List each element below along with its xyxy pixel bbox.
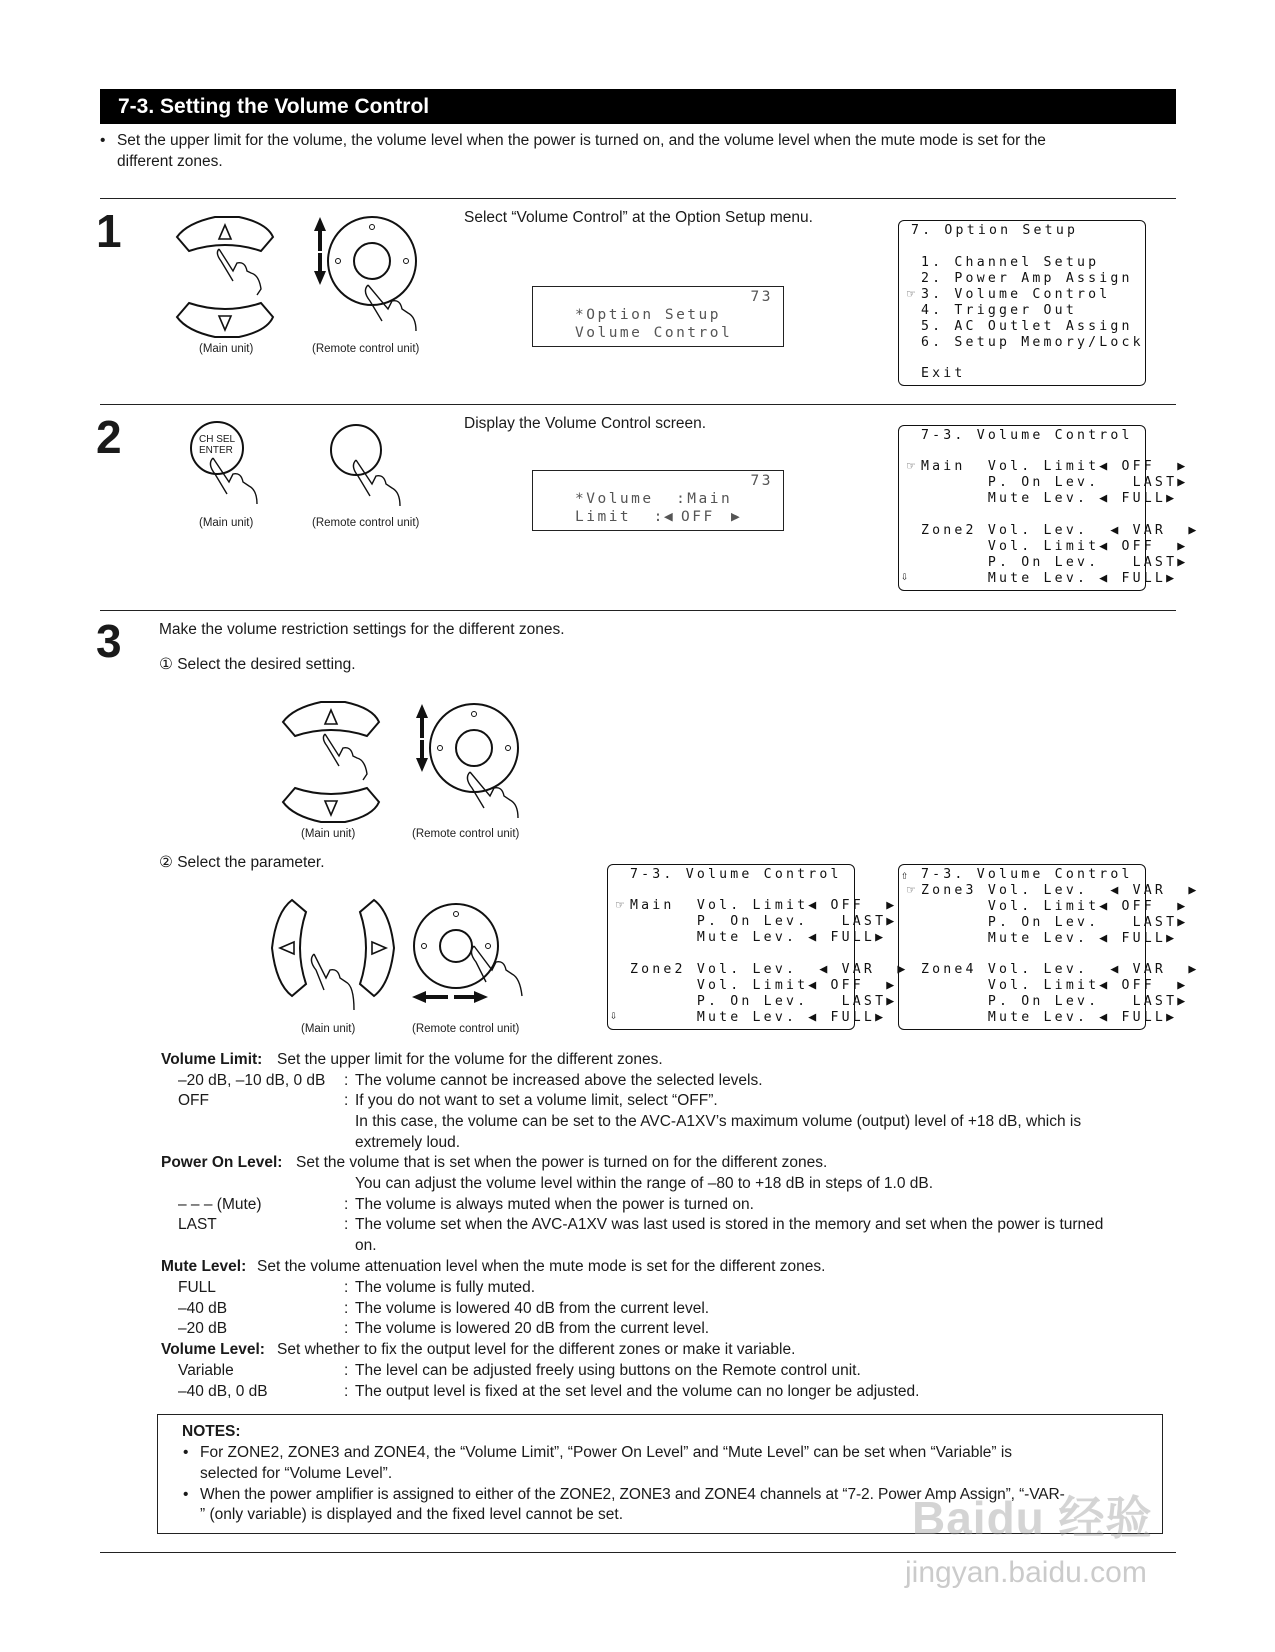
colon: : — [344, 1362, 349, 1379]
term-mute-level: Mute Level: — [161, 1258, 247, 1275]
step-3-number: 3 — [96, 615, 121, 667]
divider — [100, 404, 1176, 405]
right-arrow-icon: ▶ — [731, 509, 740, 525]
front-display-step-2 — [532, 470, 784, 531]
caption-main-unit: (Main unit) — [301, 1023, 356, 1035]
caption-main-unit: (Main unit) — [301, 828, 356, 840]
osd-volume-control-main-zone2 — [607, 864, 909, 1030]
desc-volume-level: Set whether to fix the output level for the different zones or make it variable. — [277, 1341, 796, 1358]
intro-line-2: different zones. — [117, 153, 223, 170]
scroll-down-icon: ⇩ — [610, 1008, 618, 1022]
intro-line-1: Set the upper limit for the volume, the volume level when the power is turned on, and the volume level when the mute mode is set for the — [117, 132, 1046, 149]
term-volume-limit: Volume Limit: — [161, 1051, 263, 1068]
step-2-number: 2 — [96, 411, 121, 463]
divider — [100, 610, 1176, 611]
option: –40 dB — [178, 1300, 228, 1317]
option-desc: The level can be adjusted freely using buttons on the Remote control unit. — [355, 1362, 861, 1379]
osd-row[interactable]: Main Vol. Limit◀ OFF ▶ — [630, 898, 898, 913]
term-power-on-level: Power On Level: — [161, 1154, 283, 1171]
desc-power-on-level-cont: You can adjust the volume level within the range of –80 to +18 dB in steps of 1.0 dB. — [355, 1175, 934, 1192]
desc-volume-limit: Set the upper limit for the volume for the different zones. — [277, 1051, 663, 1068]
colon: : — [344, 1279, 349, 1296]
osd-title: 7-3. Volume Control — [630, 867, 842, 882]
button-label-ch-sel: CH SEL — [199, 434, 236, 445]
osd-row[interactable]: Mute Lev. ◀ FULL▶ — [921, 571, 1178, 586]
osd-row[interactable]: Zone2 Vol. Lev. ◀ VAR ▶ — [921, 523, 1200, 538]
colon: : — [344, 1072, 349, 1089]
bullet: • — [183, 1486, 189, 1503]
osd-title: 7-3. Volume Control — [921, 867, 1133, 882]
osd-option-setup — [898, 220, 1146, 386]
osd-row[interactable]: Zone4 Vol. Lev. ◀ VAR ▶ — [921, 962, 1200, 977]
osd-exit[interactable]: Exit — [921, 366, 966, 381]
option-desc: The volume is lowered 20 dB from the current level. — [355, 1320, 710, 1337]
osd-row[interactable]: Main Vol. Limit◀ OFF ▶ — [921, 459, 1189, 474]
note-1-line-2: selected for “Volume Level”. — [200, 1465, 393, 1482]
option: Variable — [178, 1362, 234, 1379]
section-title: 7-3. Setting the Volume Control — [100, 89, 1176, 124]
osd-row[interactable]: Zone2 Vol. Lev. ◀ VAR ▶ — [630, 962, 909, 977]
display-line-2: Limit : — [575, 509, 665, 525]
osd-row[interactable]: Mute Lev. ◀ FULL▶ — [921, 1010, 1178, 1025]
option-desc-cont: extremely loud. — [355, 1134, 461, 1151]
main-unit-up-down-buttons — [281, 700, 391, 825]
remote-jog-dial-horizontal — [412, 898, 537, 1008]
colon: : — [344, 1320, 349, 1337]
osd-row[interactable]: P. On Lev. LAST▶ — [921, 555, 1189, 570]
display-corner: 73 — [750, 289, 773, 305]
step-1-instruction: Select “Volume Control” at the Option Setup menu. — [464, 209, 813, 226]
option: – – – (Mute) — [178, 1196, 262, 1213]
caption-remote-unit: (Remote control unit) — [412, 1023, 520, 1035]
watermark-url: jingyan.baidu.com — [905, 1556, 1147, 1589]
notes-heading: NOTES: — [182, 1423, 241, 1440]
osd-row[interactable]: Vol. Limit◀ OFF ▶ — [921, 539, 1189, 554]
caption-remote-unit: (Remote control unit) — [312, 343, 420, 355]
osd-row[interactable]: Zone3 Vol. Lev. ◀ VAR ▶ — [921, 883, 1200, 898]
osd-menu-item-selected[interactable]: 3. Volume Control — [921, 287, 1111, 302]
desc-mute-level: Set the volume attenuation level when the mute mode is set for the different zones. — [257, 1258, 826, 1275]
display-value: OFF — [681, 509, 715, 525]
osd-row[interactable]: Mute Lev. ◀ FULL▶ — [630, 930, 887, 945]
pointer-icon: ☞ — [907, 287, 915, 302]
step-2-instruction: Display the Volume Control screen. — [464, 415, 707, 432]
osd-row[interactable]: P. On Lev. LAST▶ — [630, 994, 898, 1009]
option: OFF — [178, 1092, 209, 1109]
term-volume-level: Volume Level: — [161, 1341, 265, 1358]
osd-row[interactable]: Mute Lev. ◀ FULL▶ — [921, 931, 1178, 946]
main-unit-up-down-buttons — [175, 215, 285, 340]
colon: : — [344, 1092, 349, 1109]
osd-row[interactable]: Vol. Limit◀ OFF ▶ — [921, 978, 1189, 993]
remote-enter-button — [328, 424, 418, 514]
osd-row[interactable]: Mute Lev. ◀ FULL▶ — [630, 1010, 887, 1025]
colon: : — [344, 1196, 349, 1213]
front-display-step-1 — [532, 286, 784, 347]
display-line-1: *Option Setup — [575, 307, 721, 323]
colon: : — [344, 1216, 349, 1233]
option-desc: The volume cannot be increased above the selected levels. — [355, 1072, 763, 1089]
caption-remote-unit: (Remote control unit) — [412, 828, 520, 840]
intro-bullet: • — [100, 132, 106, 149]
caption-remote-unit: (Remote control unit) — [312, 517, 420, 529]
scroll-down-icon: ⇩ — [901, 569, 909, 583]
desc-power-on-level: Set the volume that is set when the power is turned on for the different zones. — [296, 1154, 828, 1171]
step-1-number: 1 — [96, 205, 121, 257]
osd-row[interactable]: P. On Lev. LAST▶ — [921, 994, 1189, 1009]
remote-jog-dial-vertical — [310, 213, 430, 333]
osd-menu-item[interactable]: 4. Trigger Out — [921, 303, 1077, 318]
divider — [100, 1552, 1176, 1553]
osd-volume-control-zone3-zone4 — [898, 864, 1200, 1030]
osd-title: 7. Option Setup — [911, 223, 1079, 238]
osd-row[interactable]: P. On Lev. LAST▶ — [921, 915, 1189, 930]
option-desc: The volume is always muted when the power is turned on. — [355, 1196, 754, 1213]
option-desc: The output level is fixed at the set level and the volume can no longer be adjusted. — [355, 1383, 920, 1400]
option: –20 dB, –10 dB, 0 dB — [178, 1072, 326, 1089]
option-desc: The volume is fully muted. — [355, 1279, 536, 1296]
caption-main-unit: (Main unit) — [199, 343, 254, 355]
display-line-2: Volume Control — [575, 325, 733, 341]
option-desc: The volume set when the AVC-A1XV was last used is stored in the memory and set when the power is turned — [355, 1216, 1104, 1233]
note-1-line-1: For ZONE2, ZONE3 and ZONE4, the “Volume Limit”, “Power On Level” and “Mute Level” can be set when “Variable” is — [200, 1444, 1013, 1461]
display-corner: 73 — [750, 473, 773, 489]
main-unit-left-right-buttons — [270, 898, 400, 1023]
osd-title: 7-3. Volume Control — [921, 428, 1133, 443]
osd-row[interactable]: P. On Lev. LAST▶ — [630, 914, 898, 929]
osd-volume-control-step-2 — [898, 425, 1200, 591]
step-3-instruction: Make the volume restriction settings for the different zones. — [159, 621, 565, 638]
option-desc-cont: on. — [355, 1237, 377, 1254]
pointer-icon: ☞ — [907, 459, 915, 474]
step-3-sub-1: ① Select the desired setting. — [159, 656, 356, 673]
option-desc: If you do not want to set a volume limit, select “OFF”. — [355, 1092, 718, 1109]
osd-row[interactable]: Vol. Limit◀ OFF ▶ — [630, 978, 898, 993]
option: FULL — [178, 1279, 216, 1296]
bullet: • — [183, 1444, 189, 1461]
osd-menu-item[interactable]: 5. AC Outlet Assign — [921, 319, 1133, 334]
display-line-1: *Volume :Main — [575, 491, 733, 507]
option-desc-cont: In this case, the volume can be set to the AVC-A1XV’s maximum volume (output) level of +18 dB, which is — [355, 1113, 1082, 1130]
remote-jog-dial-vertical — [412, 700, 532, 820]
note-2-line-1: When the power amplifier is assigned to either of the ZONE2, ZONE3 and ZONE4 channels at “7-2. Power Amp Assign”, “-VAR- — [200, 1486, 1065, 1503]
divider — [100, 198, 1176, 199]
colon: : — [344, 1300, 349, 1317]
scroll-up-icon: ⇧ — [901, 868, 909, 882]
watermark-logo: Baidu 经验 — [912, 1492, 1153, 1544]
osd-row[interactable]: P. On Lev. LAST▶ — [921, 475, 1189, 490]
step-3-sub-2: ② Select the parameter. — [159, 854, 325, 871]
osd-row[interactable]: Mute Lev. ◀ FULL▶ — [921, 491, 1178, 506]
left-arrow-icon: ◀ — [664, 509, 673, 525]
option-desc: The volume is lowered 40 dB from the current level. — [355, 1300, 710, 1317]
caption-main-unit: (Main unit) — [199, 517, 254, 529]
note-2-line-2: ” (only variable) is displayed and the fixed level cannot be set. — [200, 1506, 624, 1523]
button-label-enter: ENTER — [199, 445, 233, 456]
pointer-icon: ☞ — [907, 883, 915, 898]
option: LAST — [178, 1216, 217, 1233]
osd-menu-item[interactable]: 2. Power Amp Assign — [921, 271, 1133, 286]
osd-menu-item[interactable]: 6. Setup Memory/Lock — [921, 335, 1144, 350]
pointer-icon: ☞ — [616, 898, 624, 913]
option: –40 dB, 0 dB — [178, 1383, 268, 1400]
osd-menu-item[interactable]: 1. Channel Setup — [921, 255, 1100, 270]
option: –20 dB — [178, 1320, 228, 1337]
osd-row[interactable]: Vol. Limit◀ OFF ▶ — [921, 899, 1189, 914]
colon: : — [344, 1383, 349, 1400]
